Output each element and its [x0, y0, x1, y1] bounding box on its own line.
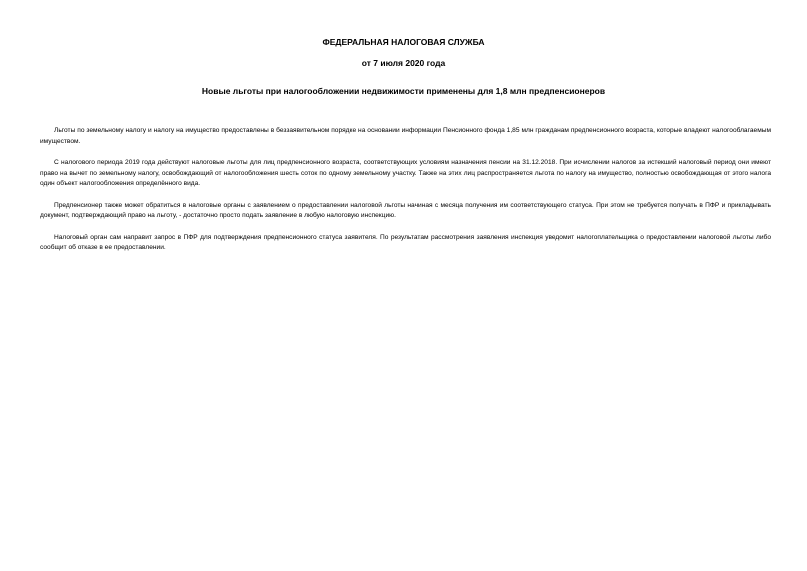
paragraph-4: Налоговый орган сам направит запрос в ПФР для подтверждения предпенсионного статуса заявителя. По результатам рассмотрения заявления инспекция уведомит налогоплательщика о предоставлении налоговой льготы либо сообщит об отказе в ее предоставлении.	[40, 233, 771, 251]
document-title: Новые льготы при налогообложении недвижимости применены для 1,8 млн предпенсионеров	[201, 86, 606, 96]
agency-name: ФЕДЕРАЛЬНАЯ НАЛОГОВАЯ СЛУЖБА	[322, 37, 485, 47]
paragraph-1: Льготы по земельному налогу и налогу на имущество предоставлены в беззаявительном порядке на основании информации Пенсионного фонда 1,85 млн гражданам предпенсионного возраста, которые владеют налогооблагаемым имуществом.	[40, 127, 771, 145]
paragraph-3: Предпенсионер также может обратиться в налоговые органы с заявлением о предоставлении налоговой льготы начиная с месяца получения им соответствующего статуса. При этом не требуется получать в ПФР и прикладывать документ, подтверждающий право на льготу, - достаточно просто подать заявление в любую налоговую инспекцию.	[40, 201, 771, 219]
document-date: от 7 июля 2020 года	[361, 58, 446, 68]
paragraph-2: С налогового периода 2019 года действуют налоговые льготы для лиц предпенсионного возраста, соответствующих условиям назначения пенсии на 31.12.2018. При исчислении налогов за истекший налоговый период они имеют право на вычет по земельному налогу, освобождающий от налогообложения шесть соток по одному земельному участку. Также на этих лиц распространяется льгота по налогу на имущество, полностью освобождающая от этого налога один объект налогообложения определённого вида.	[40, 159, 771, 187]
document-body	[40, 126, 771, 265]
